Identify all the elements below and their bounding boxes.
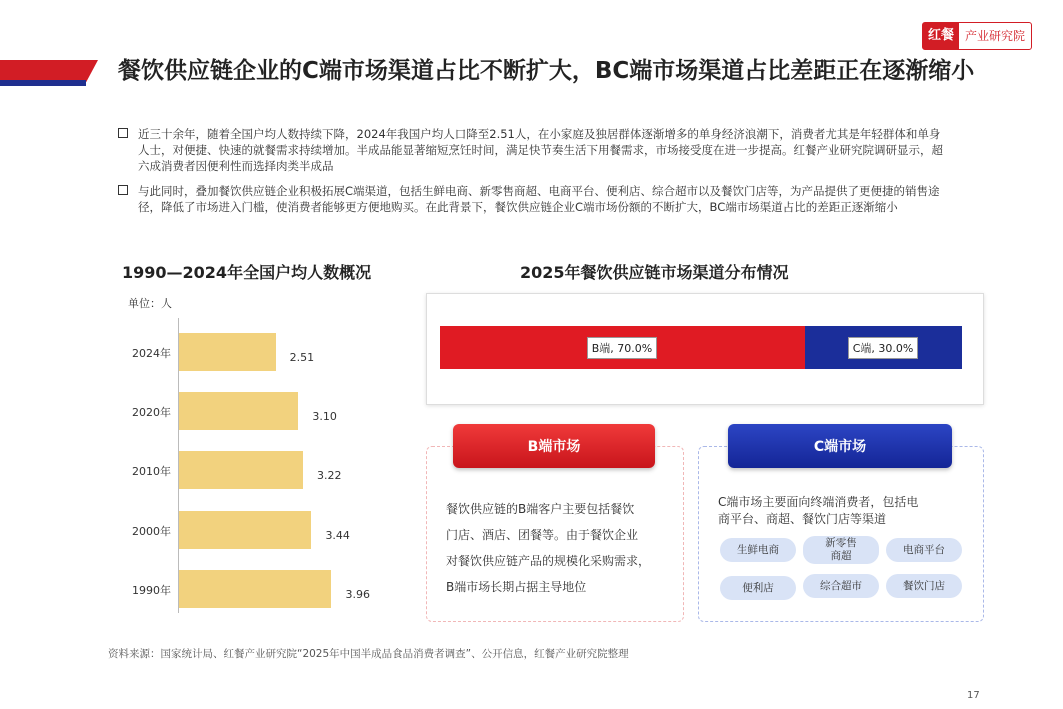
household-year-label: 2000年 [132,525,171,538]
bullet-text: 与此同时，叠加餐饮供应链企业积极拓展C端渠道，包括生鲜电商、新零售商超、电商平台、便利店、综合超市以及餐饮门店等，为产品提供了更便捷的销售途径，降低了市场进入门槛，使消费者能够更方便地购买。在此背景下，餐饮供应链企业C端市场份额的不断扩大，BC端市场渠道占比的差距正逐渐缩小 [138,184,940,214]
c-desc-line: 商平台、商超、餐饮门店等渠道 [718,512,887,526]
tag-new-retail: 新零售 商超 [803,536,879,564]
brand-logo [922,22,1032,50]
b-desc-line: 门店、酒店、团餐等。由于餐饮企业 [446,528,639,542]
source-note: 资料来源：国家统计局、红餐产业研究院“2025年中国半成品食品消费者调查”、公开信息，红餐产业研究院整理 [108,648,629,660]
b-market-title: B端市场 [453,424,655,468]
c-market-desc [718,494,976,528]
household-year-label: 2020年 [132,406,171,419]
logo-mark: 红餐 [923,23,959,49]
channel-segment-label: B端, 70.0% [587,337,657,359]
channel-segment-label: C端, 30.0% [848,337,919,359]
household-value-label: 2.51 [289,351,315,364]
title-band-red [0,60,98,82]
household-value-label: 3.44 [325,529,350,542]
tag-supermarket: 综合超市 [803,574,879,598]
household-year-label: 1990年 [132,584,171,597]
page-number: 17 [967,690,980,701]
c-desc-line: C端市场主要面向终端消费者，包括电 [718,495,919,509]
bullet-text: 近三十余年，随着全国户均人数持续下降，2024年我国户均人口降至2.51人，在小家庭及独居群体逐渐增多的单身经济浪潮下，消费者尤其是年轻群体和单身人士，对便捷、快速的就餐需求持续增加。半成品能显著缩短烹饪时间，满足快节奏生活下用餐需求，市场接受度在进一步提高。红餐产业研究院调研显示，超六成消费者因便利性而选择肉类半成品 [138,127,943,173]
tag-restaurant: 餐饮门店 [886,574,962,598]
channel-chart-title: 2025年餐饮供应链市场渠道分布情况 [520,263,789,282]
household-bar [179,570,331,608]
household-bar [179,451,303,489]
household-year-label: 2024年 [132,347,171,360]
page-title: 餐饮供应链企业的C端市场渠道占比不断扩大，BC端市场渠道占比差距正在逐渐缩小 [118,58,975,84]
tag-ecommerce-platform: 电商平台 [886,538,962,562]
bullet-2 [118,183,948,215]
household-value-label: 3.96 [345,588,370,601]
title-band-blue [0,80,86,86]
household-chart-title: 1990—2024年全国户均人数概况 [122,263,372,282]
c-market-title: C端市场 [728,424,952,468]
b-desc-line: 对餐饮供应链产品的规模化采购需求， [446,554,651,568]
bullet-1 [118,126,948,174]
household-bar [179,511,311,549]
b-market-desc [446,496,678,600]
household-bar [179,392,298,430]
b-desc-line: 餐饮供应链的B端客户主要包括餐饮 [446,502,635,516]
tag-fresh-ecommerce: 生鲜电商 [720,538,796,562]
b-desc-line: B端市场长期占据主导地位 [446,580,587,594]
household-year-label: 2010年 [132,465,171,478]
household-bar [179,333,276,371]
household-value-label: 3.22 [316,469,342,482]
tag-convenience-store: 便利店 [720,576,796,600]
logo-text: 产业研究院 [965,29,1026,43]
bullet-square-icon [118,185,128,195]
household-value-label: 3.10 [312,410,337,423]
bullet-square-icon [118,128,128,138]
household-chart-unit: 单位：人 [128,297,172,310]
